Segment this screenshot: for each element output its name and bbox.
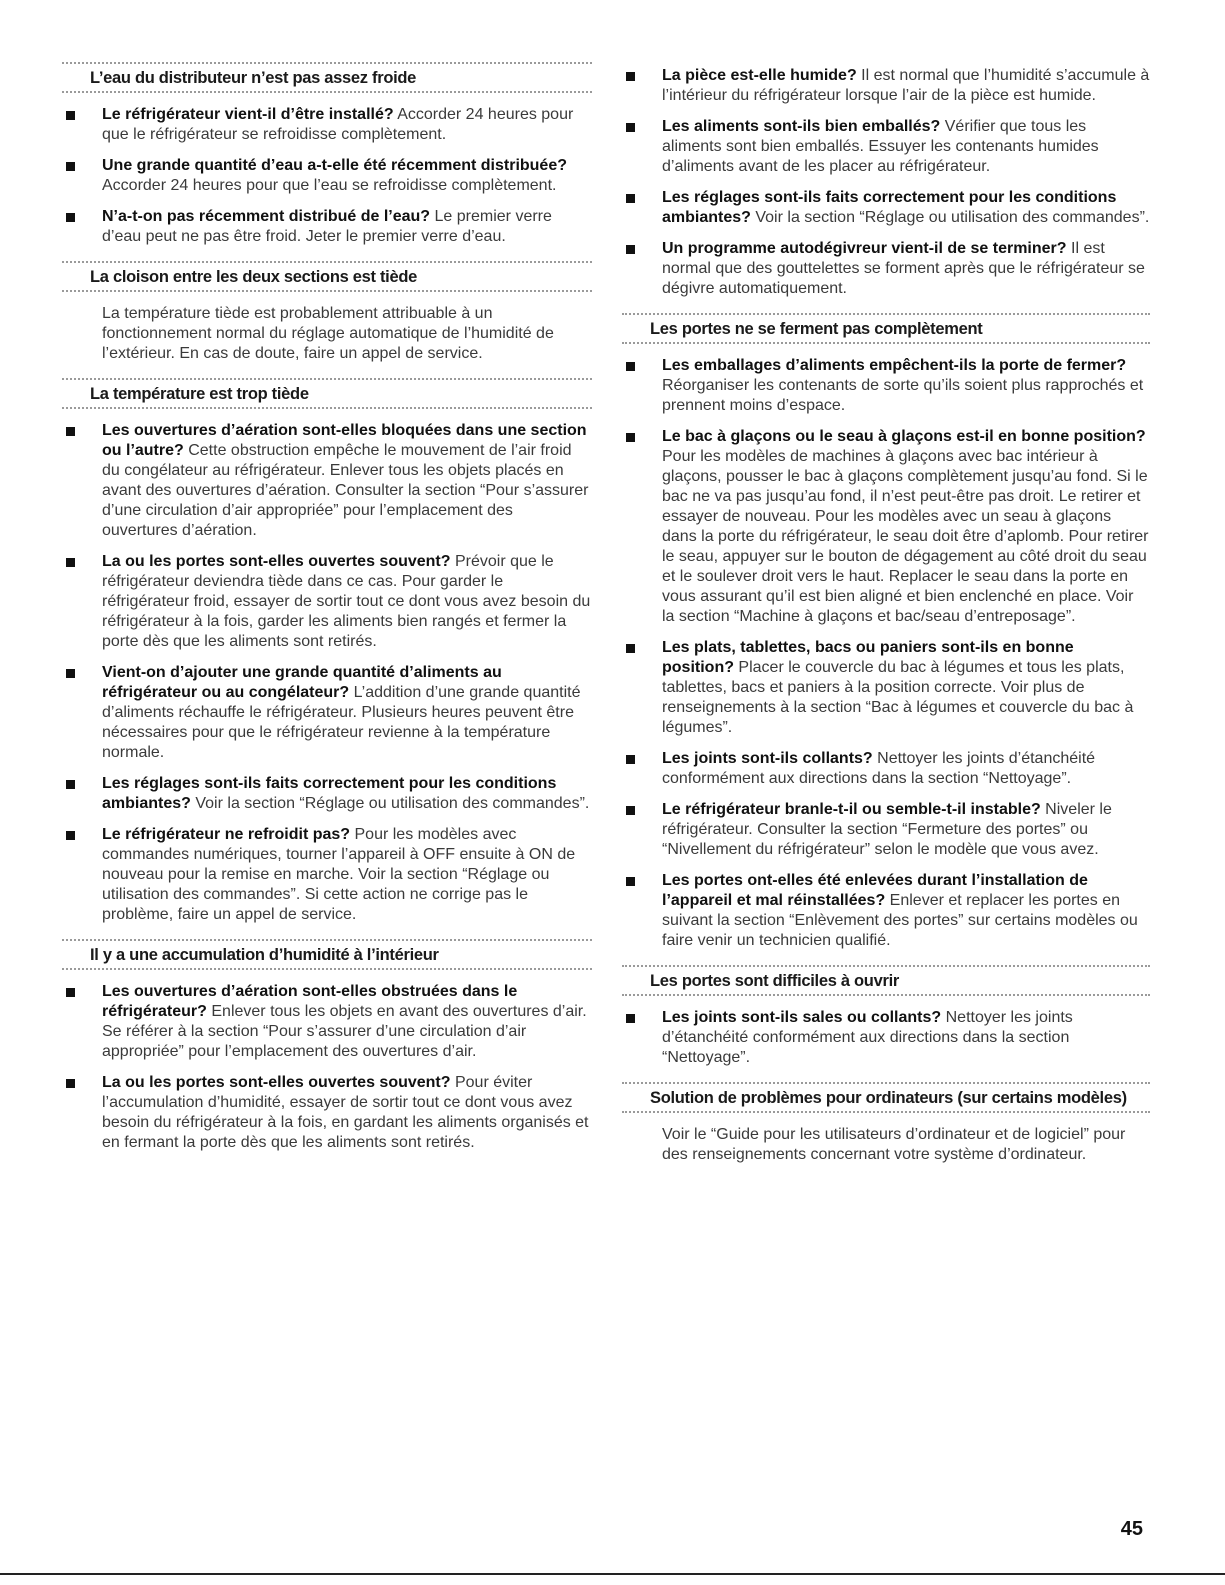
section-title: Solution de problèmes pour ordinateurs (sur certains modèles) xyxy=(650,1089,1127,1107)
square-bullet-icon xyxy=(66,558,75,567)
list-item xyxy=(622,66,1150,106)
item-answer: Nettoyer les joints d’étanchéité conformément aux directions dans la section “Nettoyage”. xyxy=(662,750,1096,787)
item-question: Les aliments sont-ils bien emballés? xyxy=(662,118,941,135)
square-bullet-icon xyxy=(66,213,75,222)
list-item xyxy=(622,800,1150,860)
section-header xyxy=(62,939,592,970)
list-item xyxy=(622,356,1150,416)
square-bullet-icon xyxy=(66,669,75,678)
list-item xyxy=(62,825,592,925)
square-bullet-icon xyxy=(626,877,635,886)
section-doors-hard-to-open xyxy=(622,965,1150,1068)
list-item xyxy=(622,239,1150,299)
section-title: Les portes sont difficiles à ouvrir xyxy=(650,972,899,990)
item-question: Une grande quantité d’eau a-t-elle été récemment distribuée? xyxy=(102,157,567,174)
square-bullet-icon xyxy=(626,194,635,203)
item-answer: Voir la section “Réglage ou utilisation des commandes”. xyxy=(750,209,1150,226)
item-question: Les joints sont-ils sales ou collants? xyxy=(662,1009,942,1026)
item-list xyxy=(62,421,592,925)
item-answer: Il est normal que des gouttelettes se forment après que le réfrigérateur se dégivre automatiquement. xyxy=(662,240,1145,297)
item-question: Le réfrigérateur vient-il d’être installé? xyxy=(102,106,394,123)
section-title: La cloison entre les deux sections est tiède xyxy=(90,268,418,286)
item-answer: Pour les modèles de machines à glaçons avec bac intérieur à glaçons, pousser le bac à glaçons complètement jusqu’au fond. Si le bac ne va pas jusqu’au fond, il n’est peut-être pas droit. Le retirer et essayer de nouveau. Pour les modèles avec un seau à glaçons dans la porte du réfrigérateur, le seau doit être d’aplomb. Pour retirer le seau, appuyer sur le bouton de dégagement au côté droit du seau et le soulever droit vers le haut. Replacer le seau dans la porte en vous assurant qu’il est bien aligné et bien enclenché en place. Voir la section “Machine à glaçons et bac/seau d’entreposage”. xyxy=(662,448,1149,625)
item-question: Les ouvertures d’aération sont-elles obstruées dans le réfrigérateur? xyxy=(102,983,518,1020)
bottom-rule xyxy=(0,1573,1225,1575)
section-temperature-too-warm xyxy=(62,378,592,925)
section-partition-warm xyxy=(62,261,592,364)
square-bullet-icon xyxy=(66,162,75,171)
section-header xyxy=(62,62,592,93)
section-title: Les portes ne se ferment pas complètement xyxy=(650,320,983,338)
item-question: La ou les portes sont-elles ouvertes souvent? xyxy=(102,1074,451,1091)
list-item xyxy=(62,982,592,1062)
section-header xyxy=(622,1082,1150,1113)
list-item xyxy=(62,105,592,145)
list-item xyxy=(62,156,592,196)
section-computer-troubleshooting xyxy=(622,1082,1150,1165)
item-question: Les portes ont-elles été enlevées durant l’installation de l’appareil et mal réinstallées? xyxy=(662,872,1088,909)
section-header xyxy=(622,313,1150,344)
item-question: Les emballages d’aliments empêchent-ils la porte de fermer? xyxy=(662,357,1127,374)
item-answer: Vérifier que tous les aliments sont bien emballés. Essuyer les contenants humides d’aliments avant de les placer au réfrigérateur. xyxy=(662,118,1099,175)
square-bullet-icon xyxy=(626,123,635,132)
list-item xyxy=(62,1073,592,1153)
list-item xyxy=(62,421,592,541)
list-item xyxy=(62,663,592,763)
right-column xyxy=(622,62,1150,1179)
square-bullet-icon xyxy=(626,644,635,653)
item-question: Un programme autodégivreur vient-il de se terminer? xyxy=(662,240,1067,257)
item-question: La pièce est-elle humide? xyxy=(662,67,857,84)
list-item xyxy=(622,749,1150,789)
item-question: Le réfrigérateur ne refroidit pas? xyxy=(102,826,351,843)
section-title: Il y a une accumulation d’humidité à l’intérieur xyxy=(90,946,439,964)
section-title: La température est trop tiède xyxy=(90,385,309,403)
square-bullet-icon xyxy=(66,780,75,789)
item-answer: Voir la section “Réglage ou utilisation des commandes”. xyxy=(190,795,590,812)
item-answer: Réorganiser les contenants de sorte qu’ils soient plus rapprochés et prennent moins d’espace. xyxy=(662,377,1144,414)
item-answer: Accorder 24 heures pour que l’eau se refroidisse complètement. xyxy=(102,177,557,194)
square-bullet-icon xyxy=(626,245,635,254)
section-header xyxy=(622,965,1150,996)
square-bullet-icon xyxy=(626,362,635,371)
item-answer: Cette obstruction empêche le mouvement de l’air froid du congélateur au réfrigérateur. Enlever tous les objets placés en avant des ouvertures d’aération. Consulter la section “Pour s’assurer d’une circulation d’air appropriée” pour l’emplacement des ouvertures d’aération. xyxy=(102,442,589,539)
item-question: Le réfrigérateur branle-t-il ou semble-t-il instable? xyxy=(662,801,1041,818)
left-column xyxy=(62,62,592,1167)
item-answer: Accorder 24 heures pour que le réfrigérateur se refroidisse complètement. xyxy=(102,106,574,143)
square-bullet-icon xyxy=(66,1079,75,1088)
item-question: Les plats, tablettes, bacs ou paniers sont-ils en bonne position? xyxy=(662,639,1074,676)
item-answer: Il est normal que l’humidité s’accumule à l’intérieur du réfrigérateur lorsque l’air de la pièce est humide. xyxy=(662,67,1150,104)
page-number: 45 xyxy=(1120,1518,1143,1540)
item-answer: Pour éviter l’accumulation d’humidité, essayer de sortir tout ce dont vous avez besoin du réfrigérateur à la fois, en gardant les aliments organisés et en fermant la porte dès que les aliments sont retirés. xyxy=(102,1074,589,1151)
item-list xyxy=(62,105,592,247)
square-bullet-icon xyxy=(626,806,635,815)
section-doors-not-closing xyxy=(622,313,1150,951)
item-list xyxy=(62,982,592,1153)
item-answer: Placer le couvercle du bac à légumes et tous les plats, tablettes, bacs et paniers à la position correcte. Voir plus de renseignements à la section “Bac à légumes et couvercle du bac à légumes”. xyxy=(662,659,1134,736)
item-question: N’a-t-on pas récemment distribué de l’eau? xyxy=(102,208,431,225)
list-item xyxy=(62,552,592,652)
item-answer: Enlever et replacer les portes en suivant la section “Enlèvement des portes” sur certains modèles ou faire venir un technicien qualifié. xyxy=(662,892,1138,949)
item-question: Les réglages sont-ils faits correctement pour les conditions ambiantes? xyxy=(662,189,1117,226)
item-answer: Le premier verre d’eau peut ne pas être froid. Jeter le premier verre d’eau. xyxy=(102,208,552,245)
section-title: L’eau du distributeur n’est pas assez froide xyxy=(90,69,417,87)
list-item xyxy=(622,188,1150,228)
square-bullet-icon xyxy=(66,831,75,840)
list-item xyxy=(622,427,1150,627)
item-question: Les réglages sont-ils faits correctement pour les conditions ambiantes? xyxy=(102,775,557,812)
section-header xyxy=(62,261,592,292)
item-question: La ou les portes sont-elles ouvertes souvent? xyxy=(102,553,451,570)
section-water-not-cold xyxy=(62,62,592,247)
list-item xyxy=(622,117,1150,177)
item-answer: Niveler le réfrigérateur. Consulter la section “Fermeture des portes” ou “Nivellement du réfrigérateur” selon le modèle que vous avez. xyxy=(662,801,1112,858)
item-list xyxy=(622,1008,1150,1068)
square-bullet-icon xyxy=(66,427,75,436)
item-answer: Prévoir que le réfrigérateur deviendra tiède dans ce cas. Pour garder le réfrigérateur froid, essayer de sortir tout ce dont vous avez besoin du réfrigérateur à la fois, garder les aliments bien rangés et fermer la porte dès que les aliments sont retirés. xyxy=(102,553,591,650)
item-question: Vient-on d’ajouter une grande quantité d’aliments au réfrigérateur ou au congélateur? xyxy=(102,664,502,701)
section-header xyxy=(62,378,592,409)
item-answer: Pour les modèles avec commandes numériques, tourner l’appareil à OFF ensuite à ON de nouveau pour la remise en marche. Voir la section “Réglage ou utilisation des commandes”. Si cette action ne corrige pas le problème, faire un appel de service. xyxy=(102,826,576,923)
list-item xyxy=(622,1008,1150,1068)
section-humidity-inside xyxy=(62,939,592,1153)
item-answer: Enlever tous les objets en avant des ouvertures d’air. Se référer à la section “Pour s’assurer d’une circulation d’air appropriée” pour l’emplacement des ouvertures d’air. xyxy=(102,1003,587,1060)
item-question: Les joints sont-ils collants? xyxy=(662,750,873,767)
list-item xyxy=(622,871,1150,951)
square-bullet-icon xyxy=(66,988,75,997)
section-paragraph: Voir le “Guide pour les utilisateurs d’ordinateur et de logiciel” pour des renseignements concernant votre système d’ordinateur. xyxy=(662,1126,1126,1163)
item-answer: L’addition d’une grande quantité d’aliments réchauffe le réfrigérateur. Plusieurs heures peuvent être nécessaires pour que le réfrigérateur revienne à la température normale. xyxy=(102,684,581,761)
item-question: Les ouvertures d’aération sont-elles bloquées dans une section ou l’autre? xyxy=(102,422,587,459)
item-list xyxy=(622,356,1150,951)
square-bullet-icon xyxy=(626,755,635,764)
square-bullet-icon xyxy=(626,433,635,442)
square-bullet-icon xyxy=(66,111,75,120)
item-answer: Nettoyer les joints d’étanchéité conformément aux directions dans la section “Nettoyage”. xyxy=(662,1009,1073,1066)
list-item xyxy=(62,774,592,814)
square-bullet-icon xyxy=(626,1014,635,1023)
section-paragraph: La température tiède est probablement attribuable à un fonctionnement normal du réglage automatique de l’humidité de l’extérieur. En cas de doute, faire un appel de service. xyxy=(102,305,554,362)
square-bullet-icon xyxy=(626,72,635,81)
humidity-continued-list xyxy=(622,66,1150,299)
list-item xyxy=(62,207,592,247)
item-question: Le bac à glaçons ou le seau à glaçons est-il en bonne position? xyxy=(662,428,1146,445)
list-item xyxy=(622,638,1150,738)
